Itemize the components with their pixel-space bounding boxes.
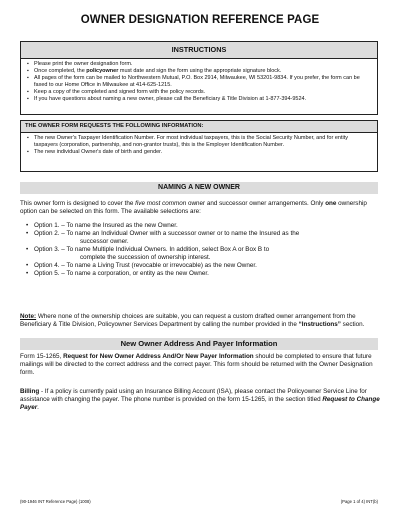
owner-form-info-box: [20, 120, 378, 172]
owner-form-heading: THE OWNER FORM REQUESTS THE FOLLOWING INFORMATION:: [21, 121, 377, 133]
naming-section-heading: NAMING A NEW OWNER: [20, 182, 378, 194]
option-item: • Option 5. – To name a corporation, or entity as the new Owner.: [26, 270, 378, 278]
address-section-heading: New Owner Address And Payer Information: [20, 338, 378, 350]
naming-intro: This owner form is designed to cover the five most common owner and successor owner arrangements. Only one ownership option can be selected on this form. The available selections are:: [20, 200, 367, 215]
option-item: • Option 1. – To name the Insured as the new Owner.: [26, 222, 378, 230]
option-item: • Option 4. – To name a Living Trust (revocable or irrevocable) as the new Owner.: [26, 262, 378, 270]
page-number-footer: (Page 1 of 4) INT(b): [340, 499, 378, 504]
ownership-options-list: [26, 222, 378, 278]
page-title: OWNER DESIGNATION REFERENCE PAGE: [80, 14, 320, 26]
instruction-item: ▪ Please print the owner designation form.: [27, 61, 373, 68]
owner-form-item: ▪ The new Owner's Taxpayer Identification Number. For most individual taxpayers, this is the Social Security Number, and for entity taxpayers (corporation, partnership, and non-grantor trusts), this is the Employer Identification Number.: [27, 135, 373, 149]
option-item: • Option 2. – To name an Individual Owner with a successor owner or to name the Insured as the: [26, 230, 378, 238]
instruction-item: ▪ Once completed, the policyowner must date and sign the form using the appropriate signature block.: [27, 68, 373, 75]
instruction-item: ▪ If you have questions about naming a new owner, please call the Beneficiary & Title Division at 1-877-394-9524.: [27, 96, 373, 103]
custom-arrangement-note: Note: Where none of the ownership choices are suitable, you can request a custom drafted owner arrangement from the Beneficiary & Title Division, Policyowner Services Department by calling the number provided in the “Instructions” section.: [20, 313, 365, 328]
billing-paragraph: Billing - If a policy is currently paid using an Insurance Billing Account (ISA), please contact the Policyowner Service Line for assistance with changing the payer. The phone number is provided on the form 15-1265, in the section titled Request to Change Payer.: [20, 388, 380, 411]
instruction-item: ▪ All pages of the form can be mailed to Northwestern Mutual, P.O. Box 2914, Milwaukee, WI 53201-9834. If you prefer, the form can be faxed to our Home Office in Milwaukee at 414-625-1215.: [27, 75, 373, 89]
instructions-box: [20, 41, 378, 115]
owner-form-item: ▪ The new individual Owner's date of birth and gender.: [27, 149, 373, 156]
instruction-item: ▪ Keep a copy of the completed and signed form with the policy records.: [27, 89, 373, 96]
address-paragraph: Form 15-1265, Request for New Owner Address And/Or New Payer Information should be completed to ensure that future mailings will be directed to the correct address and the correct payer. This form should be returned with the Owner Designation form.: [20, 353, 373, 376]
option-item-continuation: complete the succession of ownership interest.: [80, 254, 211, 261]
owner-form-list: [21, 135, 377, 156]
instructions-heading: INSTRUCTIONS: [21, 42, 377, 59]
form-number-footer: (90-1946 INT Reference Page) (1008): [20, 499, 91, 504]
option-item: • Option 3. – To name Multiple Individual Owners. In addition, select Box A or Box B to: [26, 246, 378, 254]
instructions-list: [21, 61, 377, 103]
option-item-continuation: successor owner.: [80, 238, 129, 245]
